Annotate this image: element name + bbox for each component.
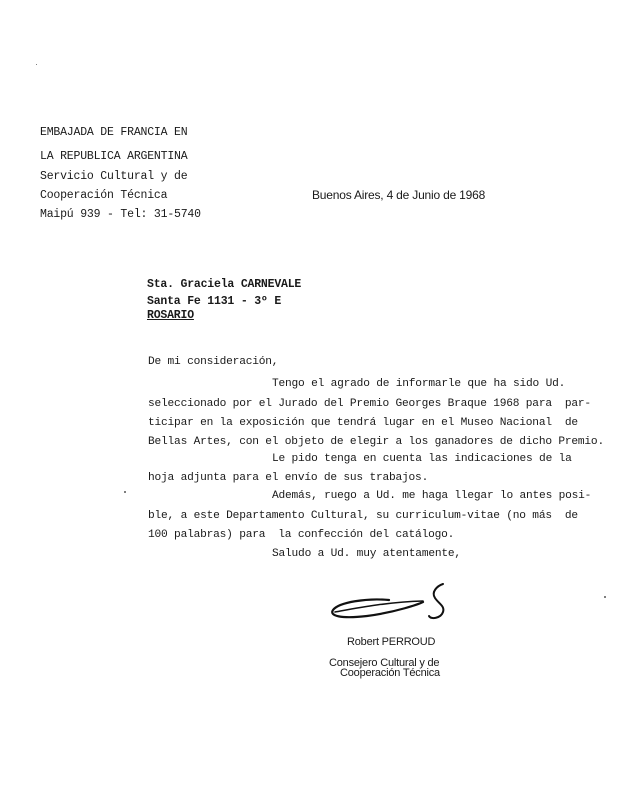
recipient-name: Sta. Graciela CARNEVALE [147,278,302,291]
body-line-9: 100 palabras) para la confección del catálogo. [148,529,455,541]
letterhead-line-3: Servicio Cultural y de [40,170,188,183]
signatory-name: Robert PERROUD [347,636,436,648]
letterhead-line-4: Cooperación Técnica [40,189,168,202]
signatory-title-line-2: Cooperación Técnica [340,667,440,679]
recipient-city: ROSARIO [147,309,194,322]
recipient-address: Santa Fe 1131 - 3º E [147,295,282,308]
handwritten-signature [327,578,457,628]
body-line-2: seleccionado por el Jurado del Premio Georges Braque 1968 para par- [148,398,591,410]
letterhead-line-2: LA REPUBLICA ARGENTINA [40,150,188,163]
body-line-4: Bellas Artes, con el objeto de elegir a los ganadores de dicho Premio. [148,436,604,448]
body-line-6: hoja adjunta para el envío de sus trabajos. [148,472,429,484]
scan-speck [36,64,37,65]
scan-speck [604,596,606,598]
body-line-7: Además, ruego a Ud. me haga llegar lo antes posi- [272,490,592,502]
salutation: De mi consideración, [148,356,279,368]
body-line-1: Tengo el agrado de informarle que ha sido Ud. [272,378,566,390]
letterhead-line-5: Maipú 939 - Tel: 31-5740 [40,208,201,221]
letter-date: Buenos Aires, 4 de Junio de 1968 [312,188,486,202]
body-line-3: ticipar en la exposición que tendrá lugar en el Museo Nacional de [148,417,578,429]
body-line-5: Le pido tenga en cuenta las indicaciones de la [272,453,572,465]
letterhead-line-1: EMBAJADA DE FRANCIA EN [40,126,188,139]
body-line-10: Saludo a Ud. muy atentamente, [272,548,461,560]
body-line-8: ble, a este Departamento Cultural, su curriculum-vitae (no más de [148,510,578,522]
scan-speck [124,491,126,493]
signatory-title-line-1: Consejero Cultural y de [329,657,440,669]
